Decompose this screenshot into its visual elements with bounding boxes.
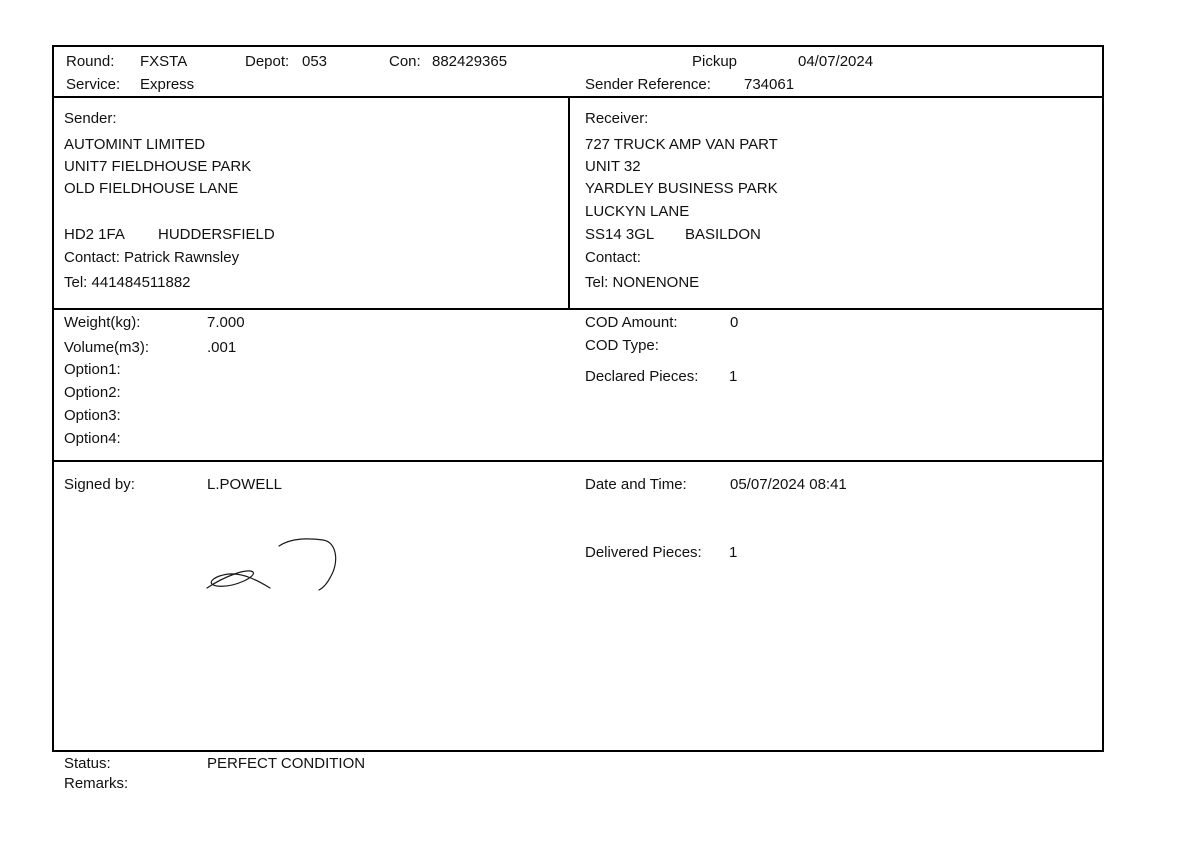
receiver-heading: Receiver: — [585, 110, 649, 127]
receiver-postcode: SS14 3GL — [585, 226, 655, 243]
weight-value: 7.000 — [207, 314, 245, 331]
address-column-divider — [568, 97, 570, 309]
sender-address-line-1: UNIT7 FIELDHOUSE PARK — [64, 158, 252, 175]
sender-tel: Tel: 441484511882 — [64, 274, 191, 291]
cod-type-label: COD Type: — [585, 337, 659, 354]
sender-address-line-2: OLD FIELDHOUSE LANE — [64, 180, 239, 197]
service-value: Express — [140, 76, 195, 93]
pickup-label: Pickup — [692, 53, 738, 70]
receiver-address-line-2: YARDLEY BUSINESS PARK — [585, 180, 778, 197]
receiver-name: 727 TRUCK AMP VAN PART — [585, 136, 778, 153]
date-time-label: Date and Time: — [585, 476, 687, 493]
details-divider — [52, 460, 1104, 462]
option4-label: Option4: — [64, 430, 121, 447]
receiver-tel: Tel: NONENONE — [585, 274, 700, 291]
weight-label: Weight(kg): — [64, 314, 141, 331]
status-label: Status: — [64, 755, 111, 772]
receiver-contact: Contact: — [585, 249, 641, 266]
option1-label: Option1: — [64, 361, 121, 378]
option2-label: Option2: — [64, 384, 121, 401]
option3-label: Option3: — [64, 407, 121, 424]
sender-contact: Contact: Patrick Rawnsley — [64, 249, 240, 266]
declared-pieces-value: 1 — [729, 368, 738, 385]
sender-town: HUDDERSFIELD — [158, 226, 275, 243]
sender-postcode: HD2 1FA — [64, 226, 125, 243]
recipient-signature — [195, 528, 355, 608]
sender-heading: Sender: — [64, 110, 117, 127]
volume-label: Volume(m3): — [64, 339, 150, 356]
status-value: PERFECT CONDITION — [207, 755, 366, 772]
delivery-date-time: 05/07/2024 08:41 — [730, 476, 847, 493]
receiver-town: BASILDON — [685, 226, 761, 243]
pod-form-border — [52, 45, 1104, 752]
round-value: FXSTA — [140, 53, 188, 70]
address-divider — [52, 308, 1104, 310]
sender-reference-value: 734061 — [744, 76, 795, 93]
volume-value: .001 — [207, 339, 237, 356]
delivered-pieces-label: Delivered Pieces: — [585, 544, 702, 561]
delivered-pieces-value: 1 — [729, 544, 738, 561]
pickup-date: 04/07/2024 — [798, 53, 874, 70]
cod-amount-label: COD Amount: — [585, 314, 678, 331]
remarks-label: Remarks: — [64, 775, 129, 792]
con-label: Con: — [389, 53, 421, 70]
receiver-address-line-1: UNIT 32 — [585, 158, 641, 175]
declared-pieces-label: Declared Pieces: — [585, 368, 699, 385]
sender-reference-label: Sender Reference: — [585, 76, 711, 93]
signed-by-name: L.POWELL — [207, 476, 283, 493]
receiver-address-line-3: LUCKYN LANE — [585, 203, 690, 220]
depot-value: 053 — [302, 53, 328, 70]
cod-amount-value: 0 — [730, 314, 739, 331]
depot-label: Depot: — [245, 53, 290, 70]
signed-by-label: Signed by: — [64, 476, 135, 493]
sender-name: AUTOMINT LIMITED — [64, 136, 206, 153]
round-label: Round: — [66, 53, 115, 70]
service-label: Service: — [66, 76, 121, 93]
con-number: 882429365 — [432, 53, 508, 70]
header-divider — [52, 96, 1104, 98]
